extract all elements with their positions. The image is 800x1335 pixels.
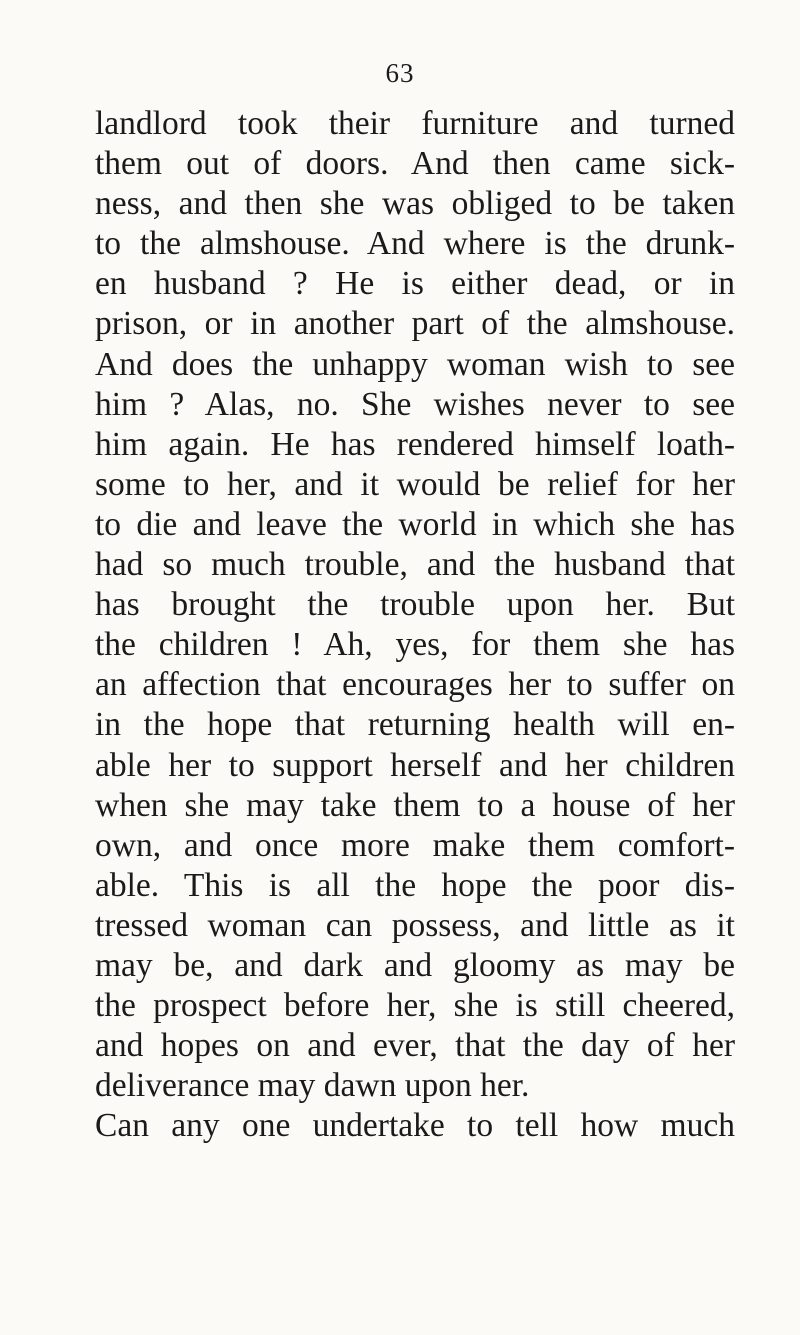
text-line: landlord took their furniture and turned [95,105,735,142]
text-line: to the almshouse. And where is the drunk- [95,225,735,263]
text-line: own, and once more make them comfort- [95,826,735,864]
text-line: prison, or in another part of the almshouse. [95,305,735,343]
text-line: the prospect before her, she is still cheered, [95,987,735,1025]
text-line: some to her, and it would be relief for her [95,465,735,503]
text-line: and hopes on and ever, that the day of her [95,1027,735,1065]
text-line: ness, and then she was obliged to be taken [95,185,735,223]
text-line: him ? Alas, no. She wishes never to see [95,385,735,423]
text-line: the children ! Ah, yes, for them she has [95,626,735,664]
text-line: to die and leave the world in which she has [95,505,735,543]
text-line: has brought the trouble upon her. But [95,586,735,624]
text-line: them out of doors. And then came sick- [95,145,735,183]
text-line: had so much trouble, and the husband that [95,546,735,584]
text-line: in the hope that returning health will en- [95,706,735,744]
text-line: may be, and dark and gloomy as may be [95,946,735,984]
text-line: And does the unhappy woman wish to see [95,345,735,383]
text-line: an affection that encourages her to suffer on [95,666,735,704]
text-line: able. This is all the hope the poor dis- [95,866,735,904]
text-line: able her to support herself and her children [95,746,735,784]
text-line: deliverance may dawn upon her. [95,1067,530,1105]
text-line: en husband ? He is either dead, or in [95,265,735,303]
text-line: tressed woman can possess, and little as it [95,906,735,944]
text-line: when she may take them to a house of her [95,786,735,824]
text-line: him again. He has rendered himself loath- [95,425,735,463]
page-number: 63 [385,58,415,88]
text-line: Can any one undertake to tell how much [95,1107,735,1145]
body-text [95,104,735,1146]
